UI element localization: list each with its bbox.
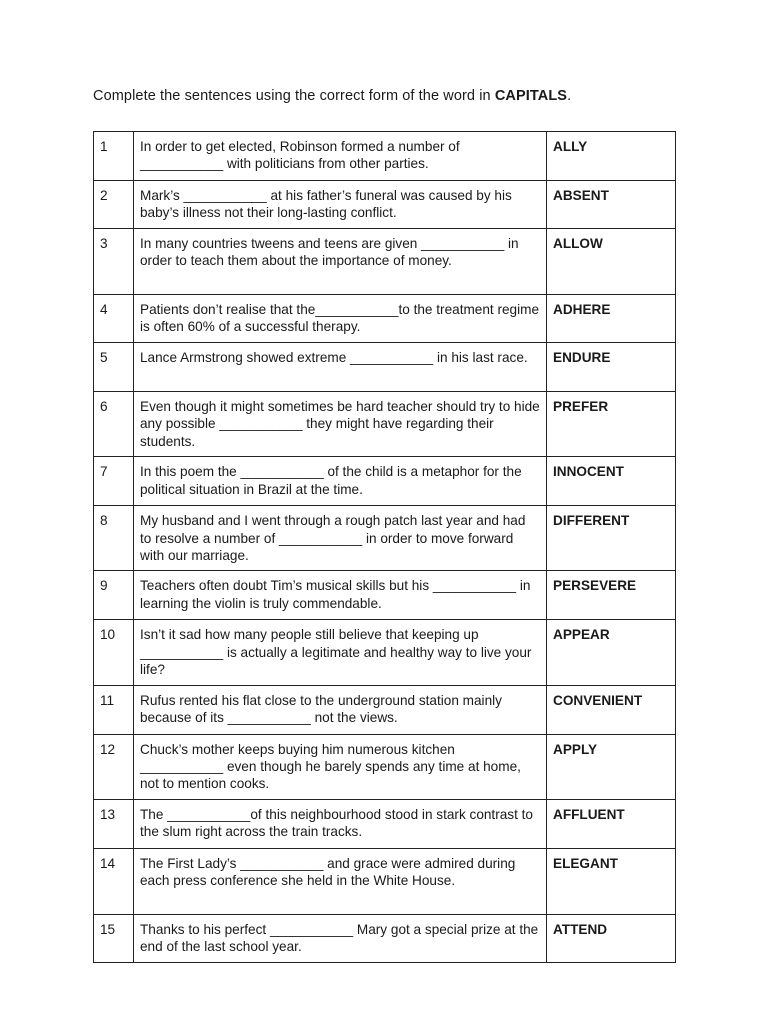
row-number: 9 bbox=[94, 571, 134, 620]
instruction-text bbox=[93, 88, 571, 104]
row-sentence: Chuck’s mother keeps buying him numerous kitchen ___________ even though he barely spends any time at home, not to mention cooks. bbox=[134, 734, 547, 799]
row-number: 7 bbox=[94, 457, 134, 506]
row-sentence: Even though it might sometimes be hard teacher should try to hide any possible ___________ they might have regarding their students. bbox=[134, 392, 547, 457]
row-sentence: Isn’t it sad how many people still believe that keeping up ___________ is actually a legitimate and healthy way to live your life? bbox=[134, 620, 547, 685]
row-sentence: Thanks to his perfect ___________ Mary got a special prize at the end of the last school year. bbox=[134, 914, 547, 962]
row-capital-word: DIFFERENT bbox=[547, 506, 676, 571]
row-capital-word: ADHERE bbox=[547, 295, 676, 343]
row-number: 15 bbox=[94, 914, 134, 962]
row-capital-word: ABSENT bbox=[547, 181, 676, 229]
row-sentence: Lance Armstrong showed extreme ___________ in his last race. bbox=[134, 343, 547, 392]
row-capital-word: INNOCENT bbox=[547, 457, 676, 506]
row-sentence: In this poem the ___________ of the child is a metaphor for the political situation in Brazil at the time. bbox=[134, 457, 547, 506]
table-row bbox=[94, 457, 676, 506]
row-number: 13 bbox=[94, 799, 134, 848]
table-row bbox=[94, 392, 676, 457]
table-row bbox=[94, 734, 676, 799]
table-row bbox=[94, 229, 676, 295]
exercise-rows bbox=[94, 132, 676, 963]
row-sentence: Mark’s ___________ at his father’s funeral was caused by his baby’s illness not their long-lasting conflict. bbox=[134, 181, 547, 229]
table-row bbox=[94, 914, 676, 962]
row-number: 5 bbox=[94, 343, 134, 392]
table-row bbox=[94, 343, 676, 392]
row-number: 2 bbox=[94, 181, 134, 229]
table-row bbox=[94, 506, 676, 571]
row-sentence: The First Lady’s ___________ and grace were admired during each press conference she held in the White House. bbox=[134, 848, 547, 914]
row-sentence: Patients don’t realise that the___________to the treatment regime is often 60% of a successful therapy. bbox=[134, 295, 547, 343]
row-sentence: Teachers often doubt Tim’s musical skills but his ___________ in learning the violin is truly commendable. bbox=[134, 571, 547, 620]
table-row bbox=[94, 848, 676, 914]
row-number: 3 bbox=[94, 229, 134, 295]
row-sentence: Rufus rented his flat close to the underground station mainly because of its ___________ not the views. bbox=[134, 685, 547, 734]
instruction-emphasis: CAPITALS bbox=[494, 88, 568, 104]
table-row bbox=[94, 620, 676, 685]
row-number: 11 bbox=[94, 685, 134, 734]
row-capital-word: ATTEND bbox=[547, 914, 676, 962]
row-number: 8 bbox=[94, 506, 134, 571]
exercise-table bbox=[93, 131, 676, 963]
row-capital-word: PREFER bbox=[547, 392, 676, 457]
table-row bbox=[94, 799, 676, 848]
row-number: 4 bbox=[94, 295, 134, 343]
table-row bbox=[94, 685, 676, 734]
row-capital-word: PERSEVERE bbox=[547, 571, 676, 620]
row-capital-word: AFFLUENT bbox=[547, 799, 676, 848]
row-number: 12 bbox=[94, 734, 134, 799]
row-number: 1 bbox=[94, 132, 134, 181]
row-number: 6 bbox=[94, 392, 134, 457]
row-capital-word: APPEAR bbox=[547, 620, 676, 685]
row-capital-word: ALLOW bbox=[547, 229, 676, 295]
row-sentence: In order to get elected, Robinson formed a number of ___________ with politicians from other parties. bbox=[134, 132, 547, 181]
row-capital-word: ELEGANT bbox=[547, 848, 676, 914]
row-capital-word: ALLY bbox=[547, 132, 676, 181]
table-row bbox=[94, 295, 676, 343]
row-sentence: In many countries tweens and teens are given ___________ in order to teach them about the importance of money. bbox=[134, 229, 547, 295]
row-number: 10 bbox=[94, 620, 134, 685]
row-capital-word: CONVENIENT bbox=[547, 685, 676, 734]
row-capital-word: APPLY bbox=[547, 734, 676, 799]
instruction-lead: Complete the sentences using the correct form of the word in bbox=[93, 88, 495, 104]
table-row bbox=[94, 181, 676, 229]
table-row bbox=[94, 132, 676, 181]
row-number: 14 bbox=[94, 848, 134, 914]
instruction-end: . bbox=[567, 88, 572, 104]
table-row bbox=[94, 571, 676, 620]
row-sentence: My husband and I went through a rough patch last year and had to resolve a number of ___________ in order to move forward with our marriage. bbox=[134, 506, 547, 571]
row-capital-word: ENDURE bbox=[547, 343, 676, 392]
row-sentence: The ___________of this neighbourhood stood in stark contrast to the slum right across the train tracks. bbox=[134, 799, 547, 848]
